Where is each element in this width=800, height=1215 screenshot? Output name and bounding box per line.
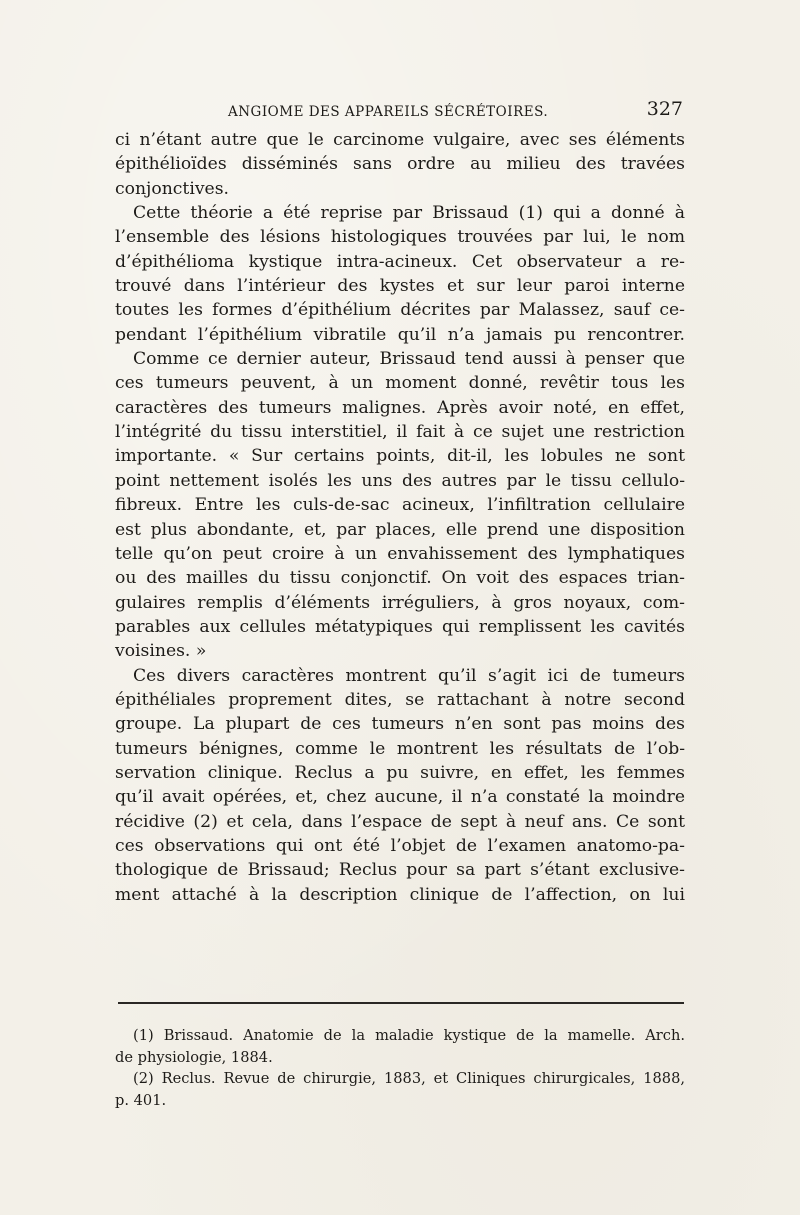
body-text <box>115 128 685 907</box>
text-line: thologique de Brissaud; Reclus pour sa part s’étant exclusive- <box>115 860 685 881</box>
text-line: ces tumeurs peuvent, à un moment donné, revêtir tous les <box>115 373 685 394</box>
text-line: ment attaché à la description clinique de l’affection, on lui <box>115 884 685 905</box>
text-line: Comme ce dernier auteur, Brissaud tend aussi à penser que <box>133 349 685 370</box>
text-line: Ces divers caractères montrent qu’il s’agit ici de tumeurs <box>133 665 685 686</box>
text-line: l’intégrité du tissu interstitiel, il fait à ce sujet une restriction <box>115 422 685 443</box>
text-line: ci n’étant autre que le carcinome vulgaire, avec ses éléments <box>115 130 685 150</box>
text-line: récidive (2) et cela, dans l’espace de sept à neuf ans. Ce sont <box>115 811 685 832</box>
text-line: est plus abondante, et, par places, elle prend une disposition <box>115 519 685 540</box>
text-line: servation clinique. Reclus a pu suivre, en effet, les femmes <box>115 762 685 783</box>
page-number: 327 <box>646 98 683 120</box>
text-line: voisines. » <box>115 641 207 662</box>
footnote-line: de physiologie, 1884. <box>115 1048 273 1066</box>
text-line: conjonctives. <box>115 178 229 199</box>
text-line: Cette théorie a été reprise par Brissaud (1) qui a donné à <box>133 203 685 224</box>
text-line: d’épithélioma kystique intra-acineux. Cet observateur a re- <box>115 251 685 272</box>
text-line: l’ensemble des lésions histologiques trouvées par lui, le nom <box>115 227 685 248</box>
text-line: point nettement isolés les uns des autres par le tissu cellulo- <box>115 470 685 491</box>
text-line: tumeurs bénignes, comme le montrent les résultats de l’ob- <box>115 738 685 759</box>
footnotes <box>115 1025 685 1111</box>
footnote-line: (1) Brissaud. Anatomie de la maladie kystique de la mamelle. Arch. <box>133 1027 685 1044</box>
text-line: groupe. La plupart de ces tumeurs n’en sont pas moins des <box>115 714 685 735</box>
text-line: trouvé dans l’intérieur des kystes et sur leur paroi interne <box>115 276 685 297</box>
text-line: toutes les formes d’épithélium décrites par Malassez, sauf ce- <box>115 300 685 321</box>
text-line: telle qu’on peut croire à un envahissement des lymphatiques <box>115 543 685 564</box>
page-header <box>228 98 683 124</box>
footnote-line: (2) Reclus. Revue de chirurgie, 1883, et Cliniques chirurgicales, 1888, <box>133 1070 685 1087</box>
running-head: ANGIOME DES APPAREILS SÉCRÉTOIRES. <box>228 104 549 120</box>
text-line: importante. « Sur certains points, dit-il, les lobules ne sont <box>115 446 685 467</box>
text-line: gulaires remplis d’éléments irréguliers, à gros noyaux, com- <box>115 592 685 613</box>
text-line: qu’il avait opérées, et, chez aucune, il n’a constaté la moindre <box>115 787 685 808</box>
text-line: épithéliales proprement dites, se rattachant à notre second <box>115 689 685 710</box>
footnote-line: p. 401. <box>115 1091 167 1109</box>
footnote-rule <box>118 1002 684 1004</box>
text-line: caractères des tumeurs malignes. Après avoir noté, en effet, <box>115 397 685 418</box>
text-line: pendant l’épithélium vibratile qu’il n’a jamais pu rencontrer. <box>115 324 685 345</box>
text-line: ces observations qui ont été l’objet de l’examen anatomo-pa- <box>115 835 685 856</box>
text-line: ou des mailles du tissu conjonctif. On voit des espaces trian- <box>115 568 685 589</box>
text-line: parables aux cellules métatypiques qui remplissent les cavités <box>115 616 685 637</box>
text-line: fibreux. Entre les culs-de-sac acineux, l’infiltration cellulaire <box>115 495 685 516</box>
text-line: épithélioïdes disséminés sans ordre au milieu des travées <box>115 154 685 175</box>
